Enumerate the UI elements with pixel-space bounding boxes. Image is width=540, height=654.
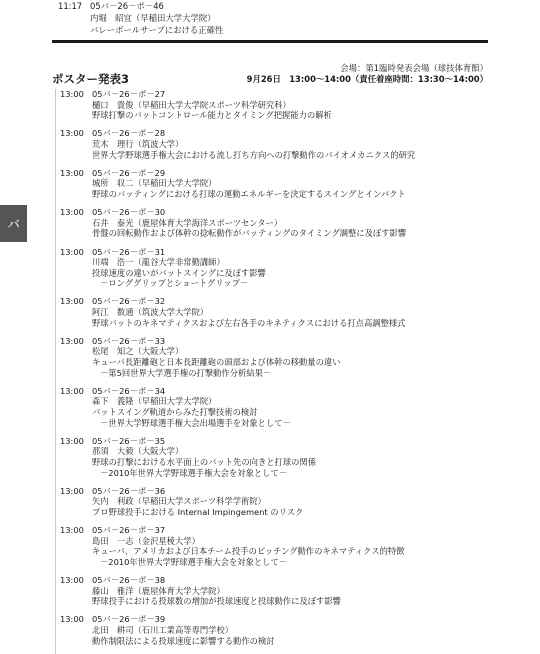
- list-item: [60, 207, 493, 239]
- entry-time: 13:00: [60, 296, 84, 307]
- session-title: [52, 71, 129, 87]
- session-number: 3: [121, 72, 130, 86]
- venue-label: 会場：第1臨時発表会場（球技体育館）: [340, 63, 488, 73]
- entry-time: 13:00: [60, 435, 84, 446]
- entry-id: 05バ－26－ポ－35: [92, 435, 166, 446]
- list-item: [60, 486, 493, 518]
- entry-title: 投球速度の違いがバットスイングに及ぼす影響: [92, 267, 266, 278]
- entry-id: 05バ－26－ポ－29: [92, 167, 166, 178]
- entry-time: 13:00: [60, 246, 84, 257]
- list-item: [60, 168, 493, 200]
- entry-subtitle: －ロンググリップとショートグリップ－: [100, 278, 249, 289]
- list-item: [60, 89, 493, 121]
- entry-time: 13:00: [60, 525, 84, 536]
- entry-author: 川端 浩一（龍谷大学非常勤講師）: [92, 257, 225, 268]
- entry-title: 野球打撃のバットコントロール能力とタイミング把握能力の解析: [92, 110, 332, 121]
- presentation-list: [55, 89, 493, 654]
- entry-author: 阿江 数通（筑波大学大学院）: [92, 307, 209, 318]
- entry-subtitle: －第5回世界大学選手権の打撃動作分析結果－: [100, 367, 272, 378]
- entry-author: 石井 泰光（鹿屋体育大学海洋スポーツセンター）: [92, 217, 283, 228]
- entry-title: キューバ、アメリカおよび日本チーム投手のピッチング動作のキネマティクス的特徴: [92, 546, 405, 557]
- entry-title: キューバ長距離砲と日本長距離砲の頭部および体幹の移動量の違い: [92, 357, 341, 368]
- entry-id: 05バ－26－ポ－39: [92, 614, 166, 625]
- entry-time: 13:00: [60, 128, 84, 139]
- entry-title: 野球のバッティングにおける打球の運動エネルギーを決定するスイングとインパクト: [92, 188, 406, 199]
- list-item: [60, 247, 493, 289]
- entry-title: バレーボールサーブにおける正確性: [90, 25, 224, 35]
- list-item: [60, 336, 493, 378]
- entry-id: 05バ－26－ポ－27: [92, 89, 166, 99]
- section-divider: [52, 40, 488, 43]
- entry-author: 松尾 知之（大阪大学）: [92, 346, 184, 357]
- entry-id: 05バ－26－ポ－36: [92, 485, 166, 496]
- entry-author: 北田 耕司（石川工業高等専門学校）: [92, 625, 234, 636]
- list-item: [60, 525, 493, 567]
- entry-author: 藤山 雅洋（鹿屋体育大学大学院）: [92, 585, 225, 596]
- entry-time: 13:00: [60, 207, 84, 218]
- list-item: [60, 436, 493, 478]
- list-item: [60, 296, 493, 328]
- entry-time: 13:00: [60, 335, 84, 346]
- entry-subtitle: －2010年世界大学野球選手権大会を対象として－: [100, 467, 288, 478]
- entry-author: 荒木 理行（筑波大学）: [92, 138, 184, 149]
- entry-time: 13:00: [60, 614, 84, 625]
- entry-title: 動作制限法による投球速度に影響する動作の検討: [92, 635, 275, 646]
- entry-title: 野球の打撃における水平面上のバット先の向きと打球の関係: [92, 456, 317, 467]
- entry-author: 那須 大毅（大阪大学）: [92, 446, 184, 457]
- entry-id: 05バ－26－ポ－33: [92, 335, 166, 346]
- entry-author: 矢内 利政（早稲田大学スポーツ科学学術院）: [92, 496, 266, 507]
- entry-title: 野球投手における投球数の増加が投球速度と投球動作に及ぼす影響: [92, 596, 341, 607]
- entry-id: 05バ－26－ポ－38: [92, 575, 166, 586]
- entry-id: 05バ－26－ポ－34: [92, 385, 166, 396]
- entry-title: 野球バットのキネマティクスおよび左右各手のキネティクスにおける打点高調整様式: [92, 317, 406, 328]
- entry-title: プロ野球投手における Internal Impingement のリスク: [92, 506, 304, 517]
- entry-time: 11:17: [58, 1, 83, 11]
- entry-time: 13:00: [60, 485, 84, 496]
- entry-id: 05バ－26－ポ－37: [92, 525, 166, 536]
- entry-time: 13:00: [60, 385, 84, 396]
- session-title-text: ポスター発表: [52, 72, 121, 86]
- entry-time: 13:00: [60, 89, 84, 99]
- entry-author: 内堀 昭宜（早稲田大学大学院）: [90, 13, 216, 23]
- entry-author: 島田 一志（金沢星稜大学）: [92, 535, 200, 546]
- entry-id: 05バ－26－ポ－46: [90, 1, 164, 11]
- session-time: 9月26日 13:00～14:00（責任着座時間：13:30～14:00）: [246, 74, 488, 84]
- entry-author: 森下 義隆（早稲田大学大学院）: [92, 396, 217, 407]
- entry-time: 13:00: [60, 575, 84, 586]
- entry-title: バットスイング軌道からみた打撃技術の検討: [92, 407, 258, 417]
- list-item: [60, 575, 493, 607]
- entry-author: 城所 収二（早稲田大学大学院）: [92, 178, 217, 189]
- entry-subtitle: －2010年世界大学野球選手権大会を対象として－: [100, 556, 288, 567]
- entry-id: 05バ－26－ポ－28: [92, 128, 166, 139]
- list-item: [60, 386, 493, 428]
- entry-subtitle: －世界大学野球選手権大会出場選手を対象として－: [100, 417, 291, 428]
- entry-title: 世界大学野球選手権大会における流し打ち方向への打撃動作のバイオメカニクス的研究: [92, 149, 416, 160]
- entry-id: 05バ－26－ポ－32: [92, 296, 166, 307]
- previous-entry: [58, 0, 528, 36]
- entry-id: 05バ－26－ポ－31: [92, 246, 166, 257]
- entry-id: 05バ－26－ポ－30: [92, 207, 166, 218]
- entry-title: 骨盤の回転動作および体幹の捻転動作がバッティングのタイミング調整に及ぼす影響: [92, 228, 407, 239]
- list-item: [60, 614, 493, 646]
- list-item: [60, 128, 493, 160]
- entry-time: 13:00: [60, 167, 84, 178]
- section-index-tab: バ: [0, 205, 27, 242]
- entry-author: 樋口 貴俊（早稲田大学大学院スポーツ科学研究科）: [92, 99, 291, 110]
